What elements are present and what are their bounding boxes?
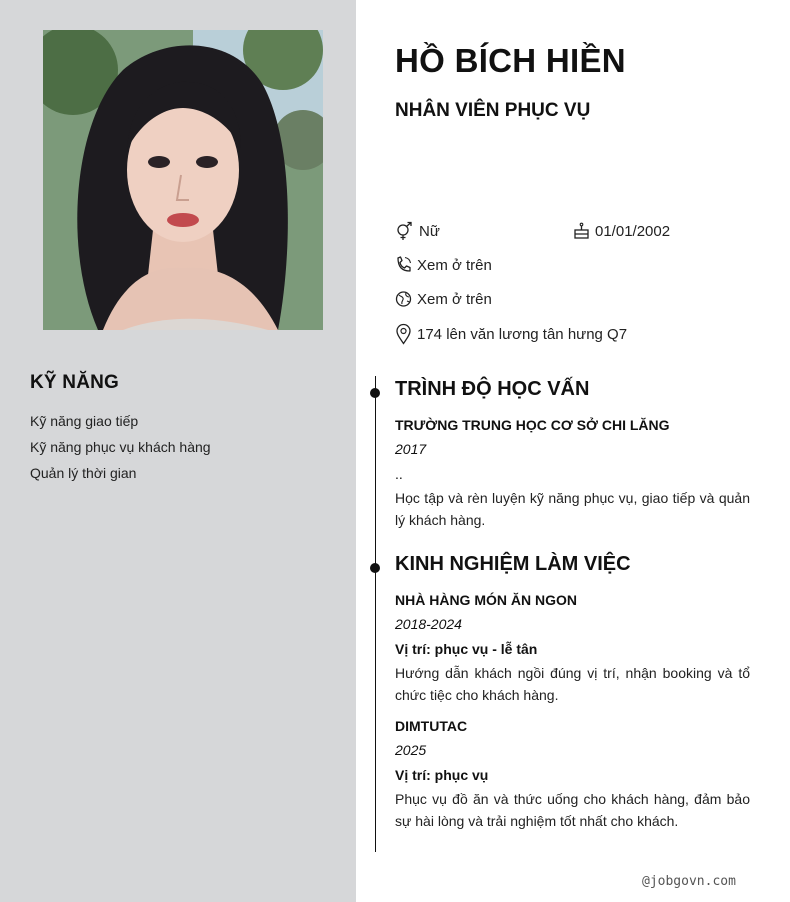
email-row xyxy=(395,289,492,309)
job-period: 2025 xyxy=(395,742,427,758)
portrait-photo xyxy=(43,30,323,330)
birthdate-value: 01/01/2002 xyxy=(595,222,671,240)
education-heading: TRÌNH ĐỘ HỌC VẤN xyxy=(395,378,590,400)
address-value: 174 lên văn lương tân hưng Q7 xyxy=(417,325,628,343)
experience-heading: KINH NGHIỆM LÀM VIỆC xyxy=(395,553,631,575)
job-description: Hướng dẫn khách ngồi đúng vị trí, nhận booking và tổ chức tiệc cho khách hàng. xyxy=(395,665,750,703)
skill-item: Kỹ năng giao tiếp xyxy=(30,413,139,429)
gender-value: Nữ xyxy=(419,222,440,240)
profile-photo xyxy=(43,30,323,330)
job-description: Phục vụ đồ ăn và thức uống cho khách hàng, đảm bảo sự hài lòng và trải nghiệm tốt nhất cho khách. xyxy=(395,791,750,829)
cake-icon xyxy=(573,221,591,241)
gender-row xyxy=(395,221,440,241)
phone-row xyxy=(395,255,492,275)
birthdate-row xyxy=(573,221,670,241)
skills-list xyxy=(30,408,211,486)
location-pin-icon xyxy=(395,323,413,345)
gender-icon xyxy=(395,221,415,241)
timeline-dot xyxy=(370,563,380,573)
phone-icon xyxy=(395,255,413,275)
phone-value: Xem ở trên xyxy=(417,256,492,274)
skill-item: Kỹ năng phục vụ khách hàng xyxy=(30,439,211,455)
job-position: Vị trí: phục vụ - lễ tân xyxy=(395,641,538,657)
job-company: DIMTUTAC xyxy=(395,718,468,734)
email-value: Xem ở trên xyxy=(417,290,492,308)
sidebar xyxy=(0,0,356,902)
globe-icon xyxy=(395,289,413,309)
watermark: @jobgovn.com xyxy=(642,874,736,889)
timeline-line xyxy=(375,376,376,852)
timeline-dot xyxy=(370,388,380,398)
job-title: NHÂN VIÊN PHỤC VỤ xyxy=(395,100,591,121)
address-row xyxy=(395,323,627,345)
candidate-name: HỒ BÍCH HIỀN xyxy=(395,42,626,79)
skills-heading: KỸ NĂNG xyxy=(30,372,120,393)
job-period: 2018-2024 xyxy=(395,616,462,632)
skill-item: Quản lý thời gian xyxy=(30,465,137,481)
job-company: NHÀ HÀNG MÓN ĂN NGON xyxy=(395,592,577,608)
education-description: Học tập và rèn luyện kỹ năng phục vụ, giao tiếp và quản lý khách hàng. xyxy=(395,490,750,528)
education-year: 2017 xyxy=(395,441,427,457)
education-school: TRƯỜNG TRUNG HỌC CƠ SỞ CHI LĂNG xyxy=(395,417,670,433)
education-note: .. xyxy=(395,466,403,482)
job-position: Vị trí: phục vụ xyxy=(395,767,489,783)
